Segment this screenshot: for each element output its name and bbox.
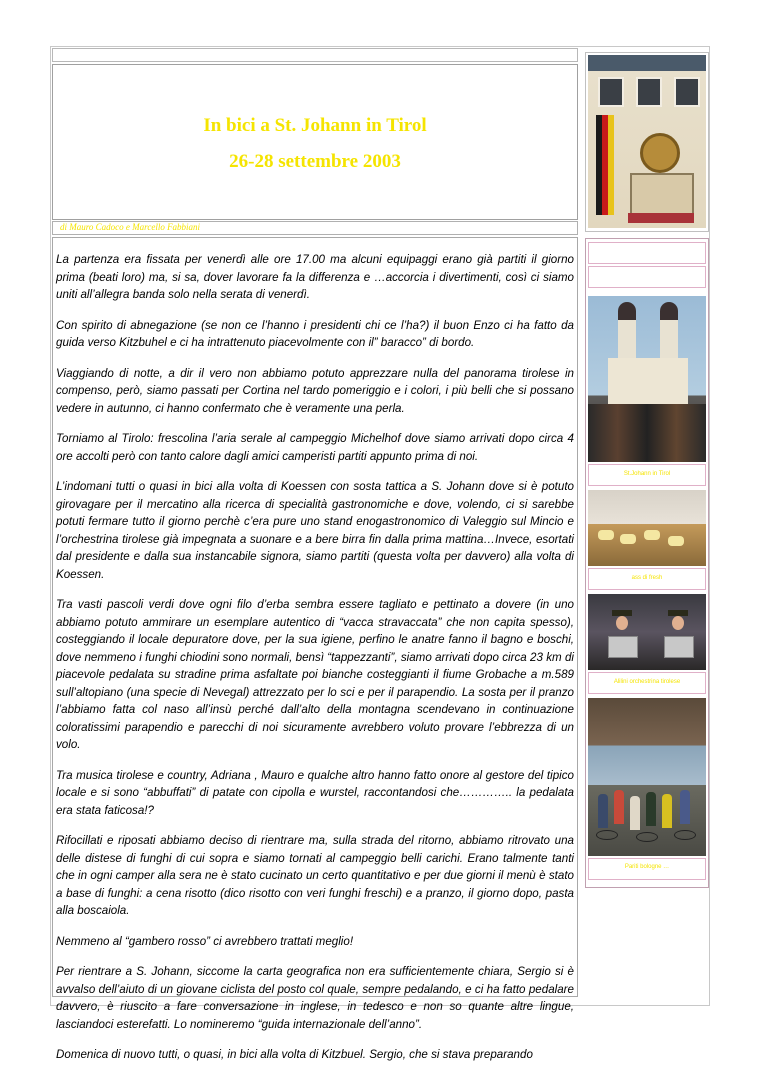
group-photo xyxy=(588,698,706,856)
musicians-photo xyxy=(588,594,706,670)
person-shape xyxy=(646,792,656,826)
medallion-shape xyxy=(640,133,680,173)
top-strip xyxy=(52,48,578,62)
photo-caption: Alilini orchestrina tirolese xyxy=(613,679,681,685)
roof-shape xyxy=(588,55,706,71)
page-subtitle: 26-28 settembre 2003 xyxy=(229,151,401,172)
dome-shape xyxy=(618,302,636,320)
food-shape xyxy=(668,536,684,546)
window-shape xyxy=(674,77,700,107)
article-paragraph: Con spirito di abnegazione (se non ce l’hanno i presidenti chi ce l’ha?) il buon Enzo ci ha fatto da guida verso Kitzbuhel e ci ha intrattenuto piacevolmente con il” baracco” di bordo. xyxy=(56,318,574,349)
accordion-shape xyxy=(664,636,694,658)
article-paragraph: Rifocillati e riposati abbiamo deciso di rientrare ma, sulla strada del ritorno, abbiamo ritrovato una delle distese di funghi di cui sopra e siamo tornati al campeggio belli carichi. Erano talmente tanti che in ogni camper alla sera ne è stato cucinato un certo quantitativo e per due giorni il menù è stato a base di funghi: a cena risotto (dico risotto con veri funghi freschi) e a pranzo, il giorno dopo, pasta alla boscaiola. xyxy=(56,834,574,917)
dome-shape xyxy=(660,302,678,320)
church-market-photo xyxy=(588,296,706,462)
face-shape xyxy=(672,616,684,630)
food-shape xyxy=(598,530,614,540)
food-shape xyxy=(620,534,636,544)
article-paragraph: Viaggiando di notte, a dir il vero non abbiamo potuto apprezzare nulla del panorama tirolese in compenso, però, siamo passati per Cortina nel tardo pomeriggio e i colori, i più belli che si possano vedere in autunno, ci hanno confermato che è veramente una perla. xyxy=(56,366,574,415)
article-paragraph: La partenza era fissata per venerdì alle ore 17.00 ma alcuni equipaggi erano già partiti il giorno prima (beati loro) ma, si sa, dover lavorare fa la differenza e …accorcia i divertimenti, così ci siamo uniti all’allegra banda solo nella serata di venerdì. xyxy=(56,253,574,301)
photo-caption: Pariti bologne … xyxy=(624,864,670,870)
article-paragraph: Tra musica tirolese e country, Adriana , Mauro e qualche altro hanno fatto onore al gestore del tipico locale e si sono “abbuffati” di patate con cipolla e wurstel, raccontandosi che………….. la pedalata era stata faticosa!? xyxy=(56,768,574,817)
article-paragraph: L’indomani tutti o quasi in bici alla volta di Koessen con sosta tattica a S. Johann dove si è potuto girovagare per il mercatino alla ricerca di specialità gastronomiche e dove, volendo, ci si sarebbe potuti fermare tutto il giorno perchè c’era pure uno stand enogastronomico di Valeggio sul Mincio e l’orchestrina tirolese già impegnata a suonare e a bere birra fin dalla prima mattina…Invece, esortati dal presidente e dalla sua instancabile signora, siamo partiti (questa volta per davvero) alla volta di Koessen. xyxy=(56,480,574,581)
flag-stripe xyxy=(608,115,614,215)
person-shape xyxy=(662,794,672,828)
article-paragraph: Per rientrare a S. Johann, siccome la carta geografica non era sufficientemente chiara, Sergio si è avvalso dell’aiuto di un giovane ciclista del posto col quale, sempre pedalando, e ci ha fatto pedalare davvero, è riuscito a fare conversazione in inglese, in tedesco e non so quante altre lingue, lasciandoci esterefatti. Lo nomineremo “guida internazionale dell’anno”. xyxy=(56,965,574,1031)
photo-caption: St.Johann in Tirol xyxy=(623,471,671,477)
person-shape xyxy=(614,790,624,824)
article-paragraph: Tra vasti pascoli verdi dove ogni filo d’erba sembra essere tagliato e pettinato a dovere (in uno abbiamo potuto ammirare un esemplare autentico di “vacca stravaccata” che non capita spesso), costeggiando il locale depuratore dove, per la sua igiene, perfino le anatre fanno il bagno e boschi, dove nemmeno i funghi chiodini sono normali, bensì “tappezzanti”, siamo arrivati dopo circa 23 km di piacevole pedalata su stradine prima asfaltate poi bianche costeggianti il fiume Grobache a m.589 sull’altopiano (una specie di Nevegal) attrezzato per lo sci e per il parapendio. La sosta per il pranzo l’abbiamo fatta col naso all’insù perché dall’alto della montagna scendevano in continuazione coloratissimi parapendio e parecchi di noi sicuramente avrebbero voluto provare l’ebbrezza di un volo. xyxy=(56,598,574,751)
bike-shape xyxy=(596,830,618,840)
article-body xyxy=(56,251,574,1077)
food-shape xyxy=(644,530,660,540)
face-shape xyxy=(616,616,628,630)
person-shape xyxy=(598,794,608,828)
bike-shape xyxy=(674,830,696,840)
bike-shape xyxy=(636,832,658,842)
building-facade-photo xyxy=(588,55,706,228)
article-paragraph: Nemmeno al “gambero rosso” ci avrebbero trattati meglio! xyxy=(56,934,354,948)
person-shape xyxy=(680,790,690,824)
article-paragraph: Domenica di nuovo tutti, o quasi, in bici alla volta di Kitzbuel. Sergio, che si stava preparando xyxy=(56,1048,533,1061)
sidebar-empty-cell xyxy=(588,242,706,264)
church-body-shape xyxy=(608,358,688,408)
photo-caption: ass di fresh xyxy=(631,575,663,581)
crowd-shape xyxy=(588,404,706,462)
accordion-shape xyxy=(608,636,638,658)
author-line: di Mauro Cadoco e Marcello Fabbiani xyxy=(60,222,201,232)
market-stand-photo xyxy=(588,490,706,566)
person-shape xyxy=(630,796,640,830)
header-box xyxy=(52,64,578,220)
window-shape xyxy=(636,77,662,107)
article-paragraph: Torniamo al Tirolo: frescolina l’aria serale al campeggio Michelhof dove siamo arrivati dopo circa 4 ore accolti però con tanto calore dagli amici camperisti partiti appunto prima di noi. xyxy=(56,432,574,463)
window-box-shape xyxy=(630,173,694,217)
window-shape xyxy=(598,77,624,107)
flowers-shape xyxy=(628,213,694,223)
sidebar-empty-cell xyxy=(588,266,706,288)
page-title: In bici a St. Johann in Tirol xyxy=(203,115,427,136)
